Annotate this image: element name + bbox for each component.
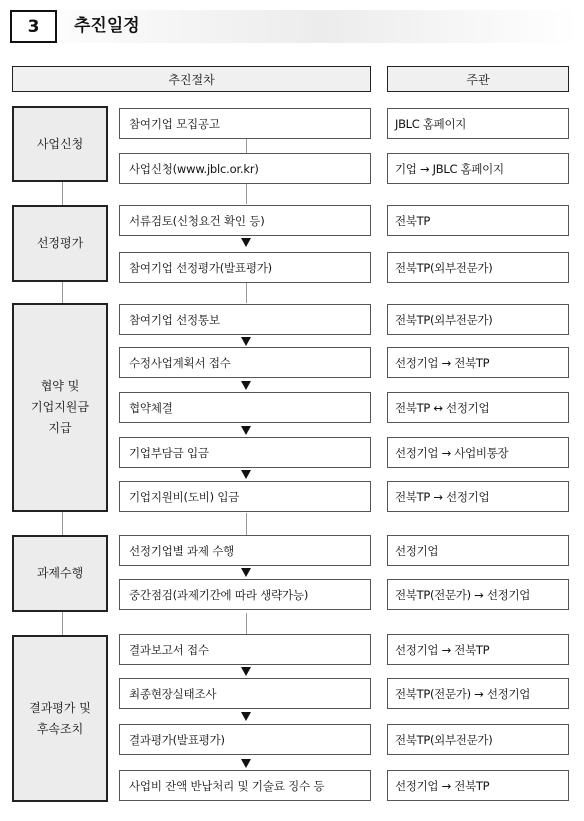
step-box: 참여기업 모집공고	[119, 108, 371, 139]
owner-box: 선정기업 → 전북TP	[387, 347, 569, 378]
down-arrow-icon	[241, 381, 251, 390]
owner-box: 전북TP(외부전문가)	[387, 304, 569, 335]
down-arrow-icon	[241, 337, 251, 346]
step-box: 수정사업계획서 접수	[119, 347, 371, 378]
step-connector-line	[246, 184, 247, 204]
phase-agreement-funding: 협약 및 기업지원금 지급	[12, 303, 108, 512]
down-arrow-icon	[241, 568, 251, 577]
owner-box: 전북TP	[387, 205, 569, 236]
step-box: 기업지원비(도비) 입금	[119, 481, 371, 512]
owner-box: 전북TP ↔ 선정기업	[387, 392, 569, 423]
section-title: 추진일정	[74, 16, 140, 36]
down-arrow-icon	[241, 238, 251, 247]
step-connector-line	[246, 283, 247, 303]
phase-selection-evaluation: 선정평가	[12, 205, 108, 282]
step-box: 결과평가(발표평가)	[119, 724, 371, 755]
step-box: 사업비 잔액 반납처리 및 기술료 징수 등	[119, 770, 371, 801]
step-box: 선정기업별 과제 수행	[119, 535, 371, 566]
phase-project-execution: 과제수행	[12, 535, 108, 612]
owner-box: JBLC 홈페이지	[387, 108, 569, 139]
owner-box: 전북TP → 선정기업	[387, 481, 569, 512]
owner-box: 전북TP(외부전문가)	[387, 252, 569, 283]
step-box: 사업신청(www.jblc.or.kr)	[119, 153, 371, 184]
phase-application: 사업신청	[12, 106, 108, 182]
down-arrow-icon	[241, 712, 251, 721]
phase-connector-line	[62, 281, 63, 304]
phase-connector-line	[62, 511, 63, 536]
owner-box: 선정기업 → 전북TP	[387, 770, 569, 801]
owner-box: 선정기업 → 사업비통장	[387, 437, 569, 468]
step-box: 협약체결	[119, 392, 371, 423]
step-connector-line	[246, 513, 247, 535]
owner-column-header: 주관	[387, 66, 569, 92]
step-box: 기업부담금 입금	[119, 437, 371, 468]
step-box: 참여기업 선정통보	[119, 304, 371, 335]
phase-result-evaluation: 결과평가 및 후속조치	[12, 635, 108, 802]
step-box: 서류검토(신청요건 확인 등)	[119, 205, 371, 236]
owner-box: 전북TP(전문가) → 선정기업	[387, 678, 569, 709]
owner-box: 선정기업 → 전북TP	[387, 634, 569, 665]
phase-connector-line	[62, 181, 63, 206]
owner-box: 전북TP(전문가) → 선정기업	[387, 579, 569, 610]
process-column-header: 추진절차	[12, 66, 371, 92]
section-number: 3	[10, 10, 57, 43]
down-arrow-icon	[241, 426, 251, 435]
step-connector-line	[246, 613, 247, 635]
owner-box: 선정기업	[387, 535, 569, 566]
step-box: 최종현장실태조사	[119, 678, 371, 709]
down-arrow-icon	[241, 470, 251, 479]
down-arrow-icon	[241, 759, 251, 768]
step-box: 참여기업 선정평가(발표평가)	[119, 252, 371, 283]
owner-box: 기업 → JBLC 홈페이지	[387, 153, 569, 184]
step-box: 결과보고서 접수	[119, 634, 371, 665]
down-arrow-icon	[241, 667, 251, 676]
step-connector-line	[246, 139, 247, 153]
step-box: 중간점검(과제기간에 따라 생략가능)	[119, 579, 371, 610]
phase-connector-line	[62, 611, 63, 636]
owner-box: 전북TP(외부전문가)	[387, 724, 569, 755]
